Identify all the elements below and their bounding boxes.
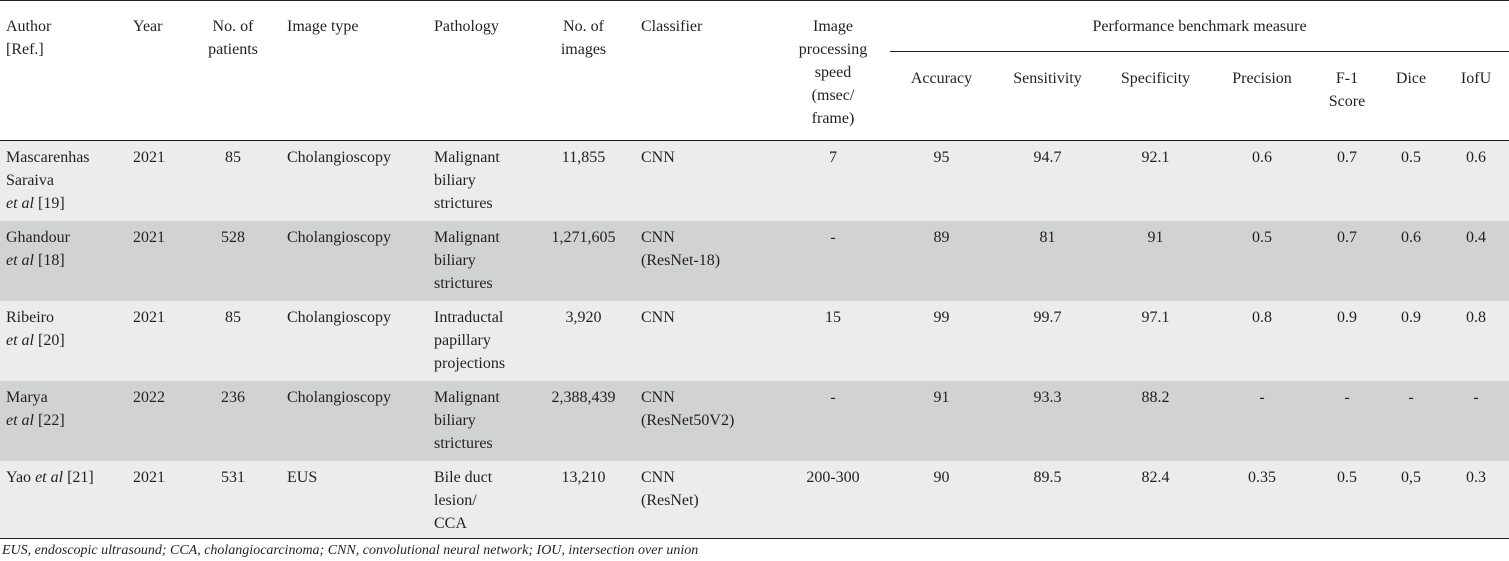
cell-speed: -	[776, 381, 890, 461]
text-line: biliary	[434, 251, 476, 269]
text-line: (ResNet)	[641, 491, 699, 509]
cell-f1-score: 0.7	[1315, 141, 1379, 221]
cell-year: 2021	[127, 141, 185, 221]
table-footnote: EUS, endoscopic ultrasound; CCA, cholangiocarcinoma; CNN, convolutional neural network; IOU, intersection over union	[2, 543, 699, 558]
cell-author	[0, 461, 127, 539]
cell-dice: 0,5	[1379, 461, 1443, 539]
cell-images: 2,388,439	[532, 381, 635, 461]
cell-patients: 236	[185, 381, 281, 461]
cell-pathology	[428, 461, 532, 539]
author-etal: et al	[6, 251, 34, 269]
cell-pathology	[428, 301, 532, 381]
table-header	[0, 1, 1509, 141]
text-line: projections	[434, 354, 506, 372]
cell-patients: 528	[185, 221, 281, 301]
cell-pathology	[428, 381, 532, 461]
cell-images: 11,855	[532, 141, 635, 221]
cell-patients: 85	[185, 141, 281, 221]
text-line: strictures	[434, 434, 493, 452]
text-line: CNN	[641, 228, 675, 246]
cell-dice: -	[1379, 381, 1443, 461]
author-name: Ribeiro	[6, 308, 54, 326]
cell-classifier	[635, 221, 776, 301]
cell-iofu: 0.6	[1443, 141, 1509, 221]
table-row	[0, 141, 1509, 221]
cell-sensitivity: 93.3	[993, 381, 1102, 461]
text-line: Malignant	[434, 149, 500, 166]
cell-specificity: 92.1	[1102, 141, 1209, 221]
cell-author	[0, 381, 127, 461]
cell-pathology	[428, 141, 532, 221]
author-ref: [19]	[34, 195, 65, 212]
cell-precision: 0.35	[1209, 461, 1315, 539]
author-name: Marya	[6, 388, 48, 406]
cell-accuracy: 95	[890, 141, 993, 221]
text-line: Score	[1328, 93, 1366, 110]
cell-accuracy: 99	[890, 301, 993, 381]
cell-image-type: Cholangioscopy	[281, 301, 428, 381]
text-line: CCA	[434, 514, 467, 532]
cell-precision: 0.6	[1209, 141, 1315, 221]
text-line: CNN	[641, 388, 675, 406]
cell-iofu: 0.4	[1443, 221, 1509, 301]
text-line: CNN	[641, 308, 675, 326]
text-line: papillary	[434, 331, 491, 349]
cell-classifier	[635, 381, 776, 461]
text-line: (ResNet-18)	[641, 251, 721, 269]
col-images	[532, 1, 635, 141]
cell-iofu: 0.8	[1443, 301, 1509, 381]
cell-images: 3,920	[532, 301, 635, 381]
cell-dice: 0.9	[1379, 301, 1443, 381]
table-body	[0, 141, 1509, 539]
text-line: Image	[813, 18, 853, 35]
cell-iofu: 0.3	[1443, 461, 1509, 539]
cell-specificity: 82.4	[1102, 461, 1209, 539]
text-line: No. of	[212, 18, 254, 35]
col-f1-score	[1315, 52, 1379, 141]
text-line: patients	[208, 41, 258, 58]
cell-images: 13,210	[532, 461, 635, 539]
text-line: strictures	[434, 274, 493, 292]
cell-accuracy: 90	[890, 461, 993, 539]
col-speed	[776, 1, 890, 141]
col-iofu: IofU	[1443, 52, 1509, 141]
table-row	[0, 301, 1509, 381]
author-name: Saraiva	[6, 172, 54, 189]
cell-classifier	[635, 301, 776, 381]
text-line: Malignant	[434, 228, 500, 246]
text-line: Intraductal	[434, 308, 504, 326]
author-ref: [22]	[34, 411, 65, 429]
cell-precision: 0.8	[1209, 301, 1315, 381]
text-line: Author	[6, 18, 52, 35]
author-ref: [21]	[63, 468, 94, 486]
cell-year: 2021	[127, 301, 185, 381]
text-line: No. of	[563, 18, 604, 35]
col-precision: Precision	[1209, 52, 1315, 141]
text-line: biliary	[434, 411, 476, 429]
text-line: (msec/	[811, 87, 855, 104]
col-accuracy: Accuracy	[890, 52, 993, 141]
author-name: Ghandour	[6, 228, 70, 246]
table-row	[0, 221, 1509, 301]
cell-specificity: 88.2	[1102, 381, 1209, 461]
cell-patients: 531	[185, 461, 281, 539]
col-dice: Dice	[1379, 52, 1443, 141]
cell-iofu: -	[1443, 381, 1509, 461]
cell-year: 2021	[127, 461, 185, 539]
author-name: Mascarenhas	[6, 149, 90, 166]
text-line: Bile duct	[434, 468, 493, 486]
cell-author	[0, 301, 127, 381]
cell-image-type: Cholangioscopy	[281, 141, 428, 221]
cell-specificity: 91	[1102, 221, 1209, 301]
cell-accuracy: 91	[890, 381, 993, 461]
cell-image-type: Cholangioscopy	[281, 221, 428, 301]
table-row	[0, 461, 1509, 539]
text-line: processing	[798, 41, 868, 58]
cell-year: 2022	[127, 381, 185, 461]
cell-patients: 85	[185, 301, 281, 381]
cell-precision: 0.5	[1209, 221, 1315, 301]
text-line: strictures	[434, 195, 493, 212]
author-etal: et al	[35, 468, 64, 486]
cell-sensitivity: 81	[993, 221, 1102, 301]
cell-sensitivity: 89.5	[993, 461, 1102, 539]
cell-classifier	[635, 461, 776, 539]
cell-pathology	[428, 221, 532, 301]
text-line: images	[560, 41, 607, 58]
cell-f1-score: -	[1315, 381, 1379, 461]
col-classifier: Classifier	[635, 1, 776, 141]
text-line: CNN	[641, 149, 675, 166]
author-etal: et al	[6, 195, 34, 212]
col-sensitivity: Sensitivity	[993, 52, 1102, 141]
cell-image-type: EUS	[281, 461, 428, 539]
cell-sensitivity: 94.7	[993, 141, 1102, 221]
text-line: lesion/	[434, 491, 477, 509]
text-line: biliary	[434, 172, 476, 189]
author-ref: [18]	[34, 251, 65, 269]
text-line: frame)	[811, 110, 855, 127]
cell-speed: 15	[776, 301, 890, 381]
cell-speed: -	[776, 221, 890, 301]
cell-f1-score: 0.9	[1315, 301, 1379, 381]
col-year: Year	[127, 1, 185, 141]
author-etal: et al	[6, 411, 34, 429]
col-group-performance: Performance benchmark measure	[890, 1, 1509, 52]
cell-image-type: Cholangioscopy	[281, 381, 428, 461]
cell-dice: 0.5	[1379, 141, 1443, 221]
author-ref: [20]	[34, 331, 65, 349]
cell-dice: 0.6	[1379, 221, 1443, 301]
text-line: F-1	[1335, 70, 1359, 87]
cell-precision: -	[1209, 381, 1315, 461]
text-line: Malignant	[434, 388, 500, 406]
author-etal: et al	[6, 331, 34, 349]
text-line: (ResNet50V2)	[641, 411, 735, 429]
col-patients	[185, 1, 281, 141]
cell-sensitivity: 99.7	[993, 301, 1102, 381]
text-line: [Ref.]	[6, 41, 44, 58]
table-row	[0, 381, 1509, 461]
cell-classifier	[635, 141, 776, 221]
col-specificity: Specificity	[1102, 52, 1209, 141]
text-line: CNN	[641, 468, 675, 486]
cell-images: 1,271,605	[532, 221, 635, 301]
cell-speed: 7	[776, 141, 890, 221]
col-image-type: Image type	[281, 1, 428, 141]
cell-speed: 200-300	[776, 461, 890, 539]
cell-f1-score: 0.7	[1315, 221, 1379, 301]
col-author	[0, 1, 127, 141]
cell-specificity: 97.1	[1102, 301, 1209, 381]
cell-accuracy: 89	[890, 221, 993, 301]
cell-author	[0, 141, 127, 221]
cell-year: 2021	[127, 221, 185, 301]
cell-f1-score: 0.5	[1315, 461, 1379, 539]
col-pathology: Pathology	[428, 1, 532, 141]
author-name: Yao	[6, 468, 32, 486]
text-line: speed	[814, 64, 852, 81]
cell-author	[0, 221, 127, 301]
